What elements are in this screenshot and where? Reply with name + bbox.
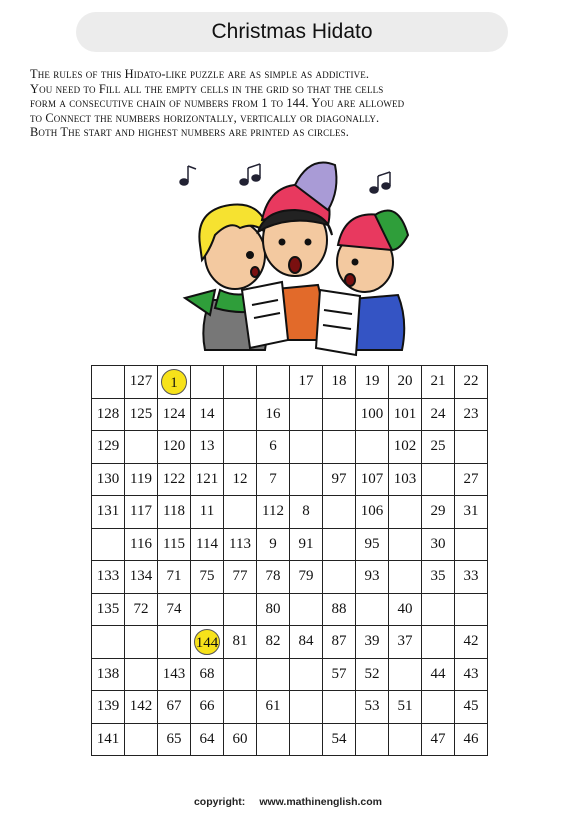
grid-cell — [257, 463, 290, 496]
grid-cell — [191, 561, 224, 594]
grid-cell — [455, 398, 488, 431]
cell-number: 27 — [463, 470, 479, 487]
grid-cell — [290, 496, 323, 529]
cell-number: 113 — [229, 535, 251, 552]
cell-number: 65 — [166, 730, 182, 747]
grid-cell — [422, 528, 455, 561]
cell-number: 127 — [129, 373, 153, 390]
grid-cell — [323, 593, 356, 626]
grid-cell[interactable] — [224, 658, 257, 691]
grid-cell — [290, 366, 323, 399]
cell-number: 71 — [166, 568, 182, 585]
grid-cell — [224, 561, 257, 594]
cell-number: 29 — [430, 503, 446, 520]
grid-cell — [455, 366, 488, 399]
grid-cell — [257, 398, 290, 431]
cell-number: 79 — [298, 568, 314, 585]
cell-number: 46 — [463, 730, 479, 747]
cell-number: 67 — [166, 698, 182, 715]
cell-number: 138 — [96, 665, 120, 682]
grid-cell — [356, 366, 389, 399]
grid-cell — [191, 658, 224, 691]
grid-cell — [224, 626, 257, 659]
cell-number: 118 — [163, 503, 185, 520]
cell-number: 82 — [265, 633, 281, 650]
grid-cell — [389, 463, 422, 496]
grid-cell — [422, 723, 455, 756]
grid-cell[interactable] — [224, 593, 257, 626]
cell-number: 143 — [162, 665, 186, 682]
grid-cell — [290, 528, 323, 561]
cell-number: 20 — [397, 373, 413, 390]
grid-cell[interactable] — [290, 398, 323, 431]
grid-cell — [389, 398, 422, 431]
cell-number: 66 — [199, 698, 215, 715]
grid-cell — [422, 398, 455, 431]
cell-number: 112 — [262, 503, 284, 520]
grid-cell — [257, 528, 290, 561]
grid-cell — [257, 593, 290, 626]
cell-number: 77 — [232, 568, 248, 585]
grid-cell[interactable] — [257, 723, 290, 756]
grid-cell[interactable] — [224, 691, 257, 724]
cell-number: 115 — [163, 535, 185, 552]
grid-cell[interactable] — [323, 691, 356, 724]
cell-number: 141 — [96, 730, 120, 747]
grid-row — [92, 463, 488, 496]
grid-cell — [323, 658, 356, 691]
grid-cell[interactable] — [290, 431, 323, 464]
grid-cell — [158, 593, 191, 626]
grid-cell — [125, 463, 158, 496]
grid-cell[interactable] — [389, 528, 422, 561]
grid-cell[interactable] — [323, 528, 356, 561]
cell-number: 68 — [199, 665, 215, 682]
grid-cell — [422, 496, 455, 529]
cell-number: 40 — [397, 600, 413, 617]
grid-cell — [389, 691, 422, 724]
cell-number: 61 — [265, 698, 281, 715]
cell-number: 91 — [298, 535, 314, 552]
cell-number: 9 — [269, 535, 277, 552]
cell-number: 7 — [269, 470, 277, 487]
grid-cell — [455, 723, 488, 756]
cell-number: 12 — [232, 470, 248, 487]
grid-row — [92, 691, 488, 724]
grid-cell — [158, 431, 191, 464]
grid-cell[interactable] — [257, 658, 290, 691]
cell-number: 25 — [430, 438, 446, 455]
rules-line: to Connect the numbers horizontally, vertically or diagonally. — [30, 110, 380, 125]
grid-cell — [356, 496, 389, 529]
cell-number: 125 — [129, 405, 153, 422]
grid-cell — [356, 398, 389, 431]
cell-number: 114 — [196, 535, 218, 552]
grid-cell[interactable] — [224, 398, 257, 431]
cell-number: 119 — [130, 470, 152, 487]
grid-cell[interactable] — [290, 691, 323, 724]
grid-cell — [125, 593, 158, 626]
grid-cell[interactable] — [224, 496, 257, 529]
grid-cell — [125, 366, 158, 399]
grid-cell — [323, 626, 356, 659]
grid-cell — [92, 398, 125, 431]
grid-cell[interactable] — [422, 626, 455, 659]
grid-cell[interactable] — [125, 626, 158, 659]
cell-number: 53 — [364, 698, 380, 715]
grid-cell — [224, 463, 257, 496]
cell-number: 117 — [130, 503, 152, 520]
grid-row — [92, 528, 488, 561]
grid-cell — [92, 593, 125, 626]
grid-cell — [158, 398, 191, 431]
grid-cell — [158, 366, 191, 399]
rules-line: The rules of this Hidato-like puzzle are as simple as addictive. — [30, 67, 370, 81]
grid-cell — [191, 463, 224, 496]
cell-number: 135 — [96, 600, 120, 617]
grid-cell[interactable] — [125, 431, 158, 464]
grid-cell[interactable] — [356, 431, 389, 464]
cell-number: 35 — [430, 568, 446, 585]
cell-number: 78 — [265, 568, 281, 585]
hidato-grid — [91, 365, 488, 756]
cell-number: 142 — [129, 698, 153, 715]
circled-number: 1 — [161, 369, 187, 395]
grid-cell — [158, 658, 191, 691]
grid-cell[interactable] — [224, 366, 257, 399]
grid-cell[interactable] — [422, 691, 455, 724]
cell-number: 21 — [430, 373, 446, 390]
cell-number: 44 — [430, 665, 446, 682]
cell-number: 95 — [364, 535, 380, 552]
grid-cell — [356, 528, 389, 561]
cell-number: 24 — [430, 405, 446, 422]
rules-text — [30, 67, 560, 140]
cell-number: 93 — [364, 568, 380, 585]
grid-cell — [356, 626, 389, 659]
grid-row — [92, 593, 488, 626]
grid-cell — [125, 528, 158, 561]
cell-number: 72 — [133, 600, 149, 617]
grid-cell — [323, 463, 356, 496]
cell-number: 100 — [360, 405, 384, 422]
grid-cell[interactable] — [323, 431, 356, 464]
copyright-label: copyright: — [193, 796, 246, 808]
grid-cell — [257, 496, 290, 529]
grid-cell[interactable] — [257, 366, 290, 399]
grid-cell[interactable] — [455, 528, 488, 561]
grid-cell[interactable] — [290, 658, 323, 691]
grid-cell — [455, 561, 488, 594]
cell-number: 107 — [360, 470, 384, 487]
footer — [0, 796, 576, 808]
grid-cell — [422, 431, 455, 464]
cell-number: 101 — [393, 405, 417, 422]
rules-line: You need to Fill all the empty cells in the grid so that the cells — [30, 81, 384, 96]
grid-cell — [158, 463, 191, 496]
grid-cell[interactable] — [92, 366, 125, 399]
cell-number: 54 — [331, 730, 347, 747]
grid-cell — [422, 561, 455, 594]
cell-number: 17 — [298, 373, 314, 390]
grid-cell — [92, 496, 125, 529]
grid-cell[interactable] — [389, 658, 422, 691]
cell-number: 81 — [232, 633, 248, 650]
grid-cell[interactable] — [389, 496, 422, 529]
cell-number: 103 — [393, 470, 417, 487]
cell-number: 11 — [199, 503, 215, 520]
grid-cell — [422, 366, 455, 399]
cell-number: 37 — [397, 633, 413, 650]
grid-cell — [455, 691, 488, 724]
grid-cell[interactable] — [92, 626, 125, 659]
cell-number: 8 — [302, 503, 310, 520]
cell-number: 39 — [364, 633, 380, 650]
cell-number: 131 — [96, 503, 120, 520]
rules-line: form a consecutive chain of numbers from 1 to 144. You are allowed — [30, 96, 405, 111]
cell-number: 45 — [463, 698, 479, 715]
grid-cell — [389, 626, 422, 659]
grid-cell[interactable] — [422, 593, 455, 626]
grid-cell — [158, 528, 191, 561]
circled-number: 144 — [194, 629, 220, 655]
cell-number: 6 — [269, 438, 277, 455]
cell-number: 18 — [331, 373, 347, 390]
grid-cell[interactable] — [290, 593, 323, 626]
grid-cell[interactable] — [323, 561, 356, 594]
cell-number: 116 — [130, 535, 152, 552]
grid-cell — [158, 723, 191, 756]
grid-cell — [125, 691, 158, 724]
cell-number: 134 — [129, 568, 153, 585]
grid-cell[interactable] — [356, 723, 389, 756]
grid-cell — [422, 658, 455, 691]
grid-cell — [191, 528, 224, 561]
grid-cell[interactable] — [455, 431, 488, 464]
grid-cell — [158, 691, 191, 724]
grid-cell — [191, 496, 224, 529]
grid-cell — [125, 561, 158, 594]
grid-cell — [158, 561, 191, 594]
cell-number: 43 — [463, 665, 479, 682]
grid-cell[interactable] — [125, 723, 158, 756]
cell-number: 30 — [430, 535, 446, 552]
cell-number: 16 — [265, 405, 281, 422]
page-title: Christmas Hidato — [211, 20, 373, 43]
grid-cell[interactable] — [191, 593, 224, 626]
grid-cell[interactable] — [389, 561, 422, 594]
grid-cell — [257, 431, 290, 464]
grid-cell — [455, 463, 488, 496]
grid-cell — [125, 496, 158, 529]
grid-row — [92, 398, 488, 431]
cell-number: 19 — [364, 373, 380, 390]
cell-number: 13 — [199, 438, 215, 455]
cell-number: 133 — [96, 568, 120, 585]
cell-number: 122 — [162, 470, 186, 487]
grid-cell — [455, 626, 488, 659]
grid-cell — [356, 463, 389, 496]
grid-cell — [389, 593, 422, 626]
cell-number: 64 — [199, 730, 215, 747]
site-link: www.mathinenglish.com — [259, 796, 383, 808]
cell-number: 47 — [430, 730, 446, 747]
grid-cell[interactable] — [125, 658, 158, 691]
grid-cell — [92, 658, 125, 691]
grid-cell — [191, 626, 224, 659]
grid-cell — [224, 723, 257, 756]
cell-number: 23 — [463, 405, 479, 422]
cell-number: 31 — [463, 503, 479, 520]
cell-number: 128 — [96, 405, 120, 422]
grid-cell — [257, 691, 290, 724]
cell-number: 52 — [364, 665, 380, 682]
rules-line: Both The start and highest numbers are printed as circles. — [30, 125, 350, 140]
cell-number: 97 — [331, 470, 347, 487]
grid-row — [92, 626, 488, 659]
grid-cell[interactable] — [323, 496, 356, 529]
grid-row — [92, 561, 488, 594]
grid-cell — [455, 658, 488, 691]
grid-cell[interactable] — [290, 463, 323, 496]
cell-number: 60 — [232, 730, 248, 747]
grid-row — [92, 723, 488, 756]
cell-number: 120 — [162, 438, 186, 455]
grid-cell — [191, 691, 224, 724]
grid-cell[interactable] — [356, 593, 389, 626]
grid-cell — [356, 658, 389, 691]
grid-cell — [257, 626, 290, 659]
grid-cell — [191, 431, 224, 464]
carolers-illustration — [170, 150, 410, 360]
grid-cell — [125, 398, 158, 431]
grid-cell[interactable] — [92, 528, 125, 561]
cell-number: 121 — [195, 470, 219, 487]
grid-cell — [92, 463, 125, 496]
grid-cell — [290, 561, 323, 594]
cell-number: 33 — [463, 568, 479, 585]
cell-number: 14 — [199, 405, 215, 422]
cell-number: 88 — [331, 600, 347, 617]
grid-cell — [191, 723, 224, 756]
title-banner — [76, 12, 508, 52]
grid-cell — [92, 723, 125, 756]
grid-row — [92, 366, 488, 399]
cell-number: 80 — [265, 600, 281, 617]
grid-cell — [389, 431, 422, 464]
cell-number: 129 — [96, 438, 120, 455]
grid-cell — [356, 691, 389, 724]
grid-cell — [356, 561, 389, 594]
grid-cell — [191, 398, 224, 431]
grid-cell — [92, 431, 125, 464]
grid-cell — [323, 366, 356, 399]
grid-cell — [257, 561, 290, 594]
grid-cell — [323, 723, 356, 756]
grid-cell — [455, 496, 488, 529]
grid-cell — [158, 496, 191, 529]
cell-number: 106 — [360, 503, 384, 520]
grid-cell[interactable] — [422, 463, 455, 496]
cell-number: 74 — [166, 600, 182, 617]
cell-number: 102 — [393, 438, 417, 455]
cell-number: 22 — [463, 373, 479, 390]
cell-number: 75 — [199, 568, 215, 585]
grid-cell[interactable] — [224, 431, 257, 464]
grid-cell — [389, 366, 422, 399]
grid-cell[interactable] — [389, 723, 422, 756]
cell-number: 124 — [162, 405, 186, 422]
grid-cell — [92, 561, 125, 594]
grid-row — [92, 431, 488, 464]
grid-cell[interactable] — [290, 723, 323, 756]
grid-row — [92, 496, 488, 529]
grid-row — [92, 658, 488, 691]
grid-cell[interactable] — [158, 626, 191, 659]
cell-number: 130 — [96, 470, 120, 487]
grid-cell[interactable] — [455, 593, 488, 626]
cell-number: 57 — [331, 665, 347, 682]
cell-number: 84 — [298, 633, 314, 650]
cell-number: 139 — [96, 698, 120, 715]
cell-number: 42 — [463, 633, 479, 650]
cell-number: 87 — [331, 633, 347, 650]
cell-number: 51 — [397, 698, 413, 715]
grid-cell — [92, 691, 125, 724]
grid-cell — [224, 528, 257, 561]
grid-cell[interactable] — [323, 398, 356, 431]
grid-cell — [290, 626, 323, 659]
grid-cell[interactable] — [191, 366, 224, 399]
